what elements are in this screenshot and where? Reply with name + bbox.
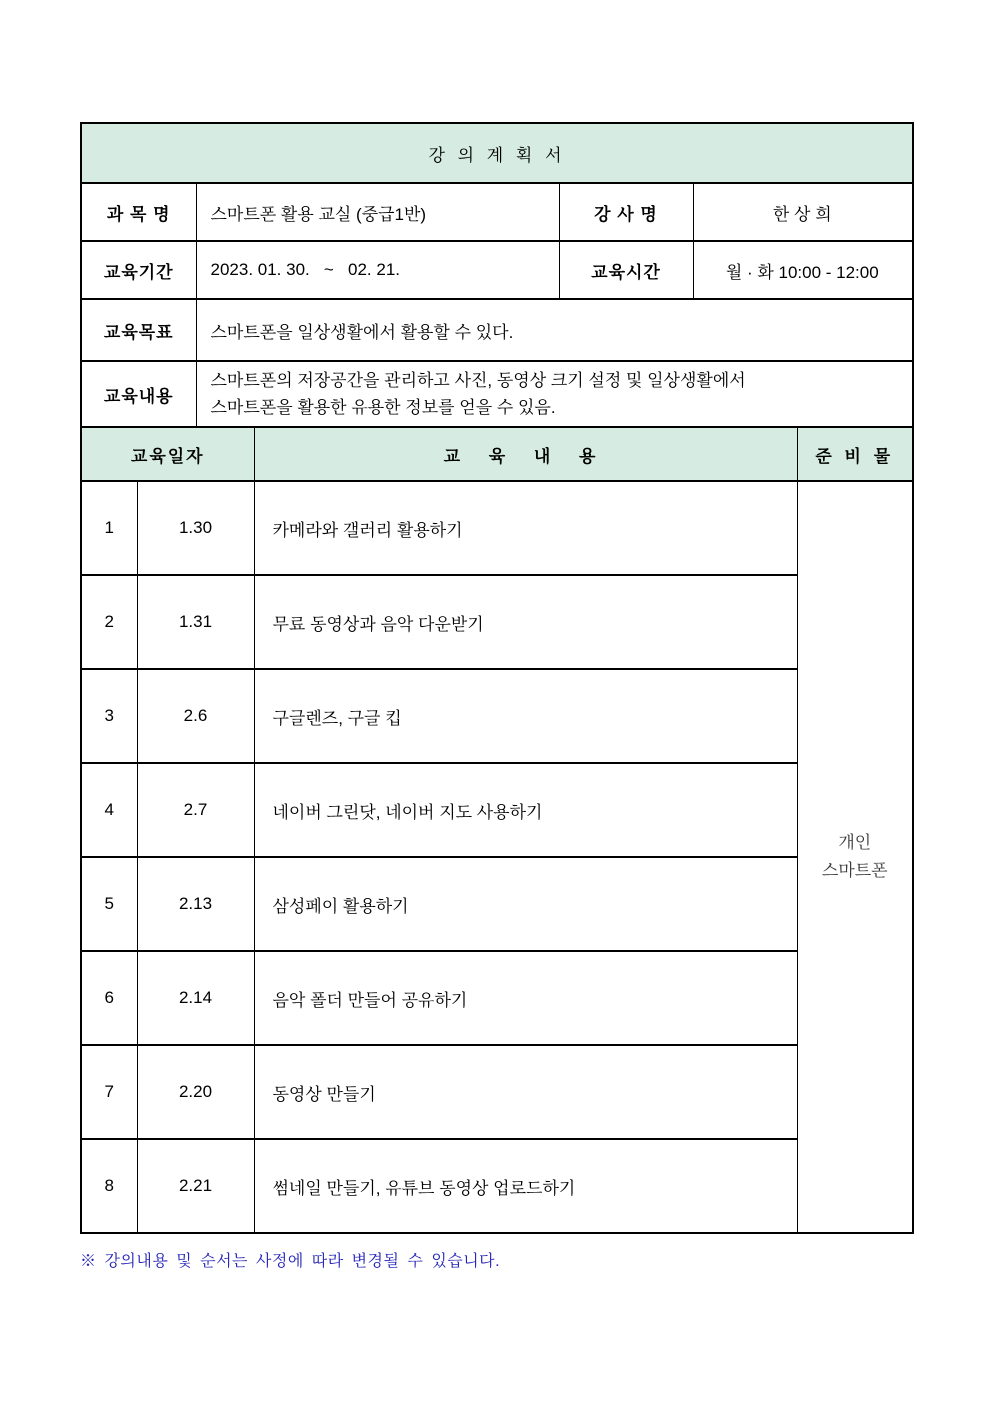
- row-content: 카메라와 갤러리 활용하기: [254, 481, 797, 575]
- schedule-header-content: 교 육 내 용: [254, 427, 797, 481]
- row-number: 5: [81, 857, 137, 951]
- row-content: 구글렌즈, 구글 킵: [254, 669, 797, 763]
- materials-line2: 스마트폰: [821, 861, 888, 880]
- instructor-value: 한 상 희: [693, 183, 913, 241]
- content-value-line2: 스마트폰을 활용한 유용한 정보를 얻을 수 있음.: [210, 398, 556, 417]
- schedule-row: [81, 1045, 913, 1139]
- content-label: 교육내용: [81, 361, 196, 427]
- subject-value: 스마트폰 활용 교실 (중급1반): [196, 183, 559, 241]
- row-date: 1.30: [137, 481, 254, 575]
- row-date: 2.20: [137, 1045, 254, 1139]
- row-date: 2.14: [137, 951, 254, 1045]
- footnote: ※ 강의내용 및 순서는 사정에 따라 변경될 수 있습니다.: [80, 1253, 501, 1270]
- row-number: 4: [81, 763, 137, 857]
- materials-line1: 개인: [838, 832, 872, 852]
- schedule-row: [81, 857, 913, 951]
- schedule-row: [81, 575, 913, 669]
- content-value: [196, 361, 913, 427]
- schedule-header-date: 교육일자: [81, 427, 254, 481]
- row-date: 1.31: [137, 575, 254, 669]
- lecture-plan-table: [80, 122, 914, 1234]
- row-date: 2.6: [137, 669, 254, 763]
- row-content: 음악 폴더 만들어 공유하기: [254, 951, 797, 1045]
- schedule-header-materials: 준 비 물: [797, 427, 913, 481]
- materials-cell: [797, 481, 913, 1233]
- time-label: 교육시간: [559, 241, 693, 299]
- schedule-row: [81, 669, 913, 763]
- lecture-plan-document: [80, 122, 912, 1271]
- row-date: 2.21: [137, 1139, 254, 1233]
- schedule-row: [81, 1139, 913, 1233]
- row-number: 7: [81, 1045, 137, 1139]
- content-value-line1: 스마트폰의 저장공간을 관리하고 사진, 동영상 크기 설정 및 일상생활에서: [210, 370, 746, 390]
- row-number: 2: [81, 575, 137, 669]
- row-date: 2.13: [137, 857, 254, 951]
- row-content: 네이버 그린닷, 네이버 지도 사용하기: [254, 763, 797, 857]
- page-title: 강 의 계 획 서: [81, 123, 913, 183]
- period-label: 교육기간: [81, 241, 196, 299]
- schedule-row: [81, 481, 913, 575]
- row-date: 2.7: [137, 763, 254, 857]
- schedule-row: [81, 763, 913, 857]
- row-content: 삼성페이 활용하기: [254, 857, 797, 951]
- row-number: 8: [81, 1139, 137, 1233]
- instructor-label: 강 사 명: [559, 183, 693, 241]
- subject-label: 과 목 명: [81, 183, 196, 241]
- row-number: 1: [81, 481, 137, 575]
- row-number: 3: [81, 669, 137, 763]
- row-content: 무료 동영상과 음악 다운받기: [254, 575, 797, 669]
- schedule-row: [81, 951, 913, 1045]
- period-value: 2023. 01. 30. ~ 02. 21.: [196, 241, 559, 299]
- goal-value: 스마트폰을 일상생활에서 활용할 수 있다.: [196, 299, 913, 361]
- time-value: 월 · 화 10:00 - 12:00: [693, 241, 913, 299]
- goal-label: 교육목표: [81, 299, 196, 361]
- row-content: 동영상 만들기: [254, 1045, 797, 1139]
- row-content: 썸네일 만들기, 유튜브 동영상 업로드하기: [254, 1139, 797, 1233]
- row-number: 6: [81, 951, 137, 1045]
